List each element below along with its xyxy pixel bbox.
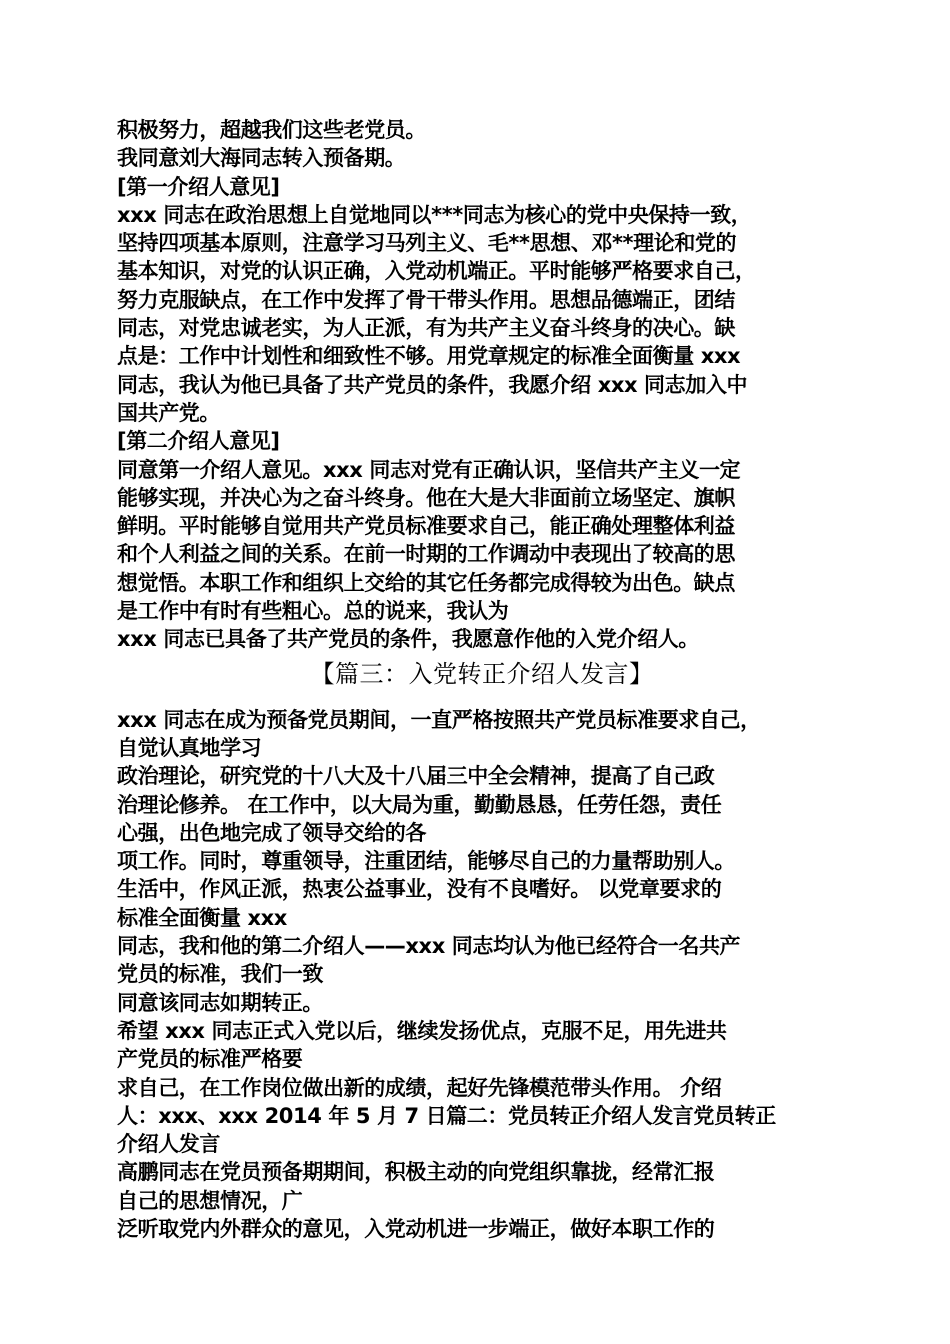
text-line: 同志，我认为他已具备了共产党员的条件，我愿介绍 xxx 同志加入中	[117, 372, 748, 397]
text-line: xxx 同志在政治思想上自觉地同以***同志为核心的党中央保持一致，	[117, 202, 752, 227]
text-line: 同意该同志如期转正。	[117, 990, 323, 1015]
text-block-1	[117, 116, 847, 654]
text-line: 心强，出色地完成了领导交给的各	[117, 820, 426, 845]
text-line: 同意第一介绍人意见。xxx 同志对党有正确认识，坚信共产主义一定	[117, 457, 741, 482]
text-line: 坚持四项基本原则，注意学习马列主义、毛**思想、邓**理论和党的	[117, 231, 737, 256]
text-line: 国共产党。	[117, 400, 220, 425]
text-line: 项工作。同时，尊重领导，注重团结，能够尽自己的力量帮助别人。	[117, 849, 735, 874]
text-line: 介绍人发言	[117, 1132, 220, 1157]
section-heading: 【篇三：入党转正介绍人发言】	[310, 659, 654, 688]
text-line: 自觉认真地学习	[117, 735, 262, 760]
text-line: 治理论修养。 在工作中，以大局为重，勤勤恳恳，任劳任怨，责任	[117, 792, 722, 817]
text-line: 积极努力，超越我们这些老党员。	[117, 118, 426, 142]
text-line: 我同意刘大海同志转入预备期。	[117, 146, 406, 171]
text-line: 人：xxx、xxx 2014 年 5 月 7 日篇二：党员转正介绍人发言党员转正	[117, 1103, 776, 1128]
document-page	[117, 116, 847, 1243]
text-line: xxx 同志已具备了共产党员的条件，我愿意作他的入党介绍人。	[117, 627, 699, 652]
text-line: 政治理论，研究党的十八大及十八届三中全会精神，提高了自己政	[117, 764, 715, 789]
text-line: 努力克服缺点，在工作中发挥了骨干带头作用。思想品德端正，团结	[117, 287, 735, 312]
text-line: xxx 同志在成为预备党员期间，一直严格按照共产党员标准要求自己，	[117, 707, 761, 732]
text-line: 希望 xxx 同志正式入党以后，继续发扬优点，克服不足，用先进共	[117, 1018, 727, 1043]
text-line: 同志，我和他的第二介绍人——xxx 同志均认为他已经符合一名共产	[117, 934, 741, 959]
text-line: 高鹏同志在党员预备期期间，积极主动的向党组织靠拢，经常汇报	[117, 1160, 715, 1185]
text-line: 能够实现，并决心为之奋斗终身。他在大是大非面前立场坚定、旗帜	[117, 485, 735, 510]
text-line: 鲜明。平时能够自觉用共产党员标准要求自己，能正确处理整体利益	[117, 514, 735, 539]
text-line: 是工作中有时有些粗心。总的说来，我认为	[117, 599, 509, 624]
text-line: 求自己，在工作岗位做出新的成绩，起好先锋模范带头作用。 介绍	[117, 1075, 722, 1100]
text-line: 同志，对党忠诚老实，为人正派，有为共产主义奋斗终身的决心。缺	[117, 316, 735, 341]
section-label: [第一介绍人意见]	[117, 174, 280, 199]
text-line: 自己的思想情况，广	[117, 1188, 303, 1213]
text-line: 生活中，作风正派，热衷公益事业，没有不良嗜好。 以党章要求的	[117, 877, 722, 902]
text-line: 和个人利益之间的关系。在前一时期的工作调动中表现出了较高的思	[117, 542, 735, 567]
text-line: 产党员的标准严格要	[117, 1047, 303, 1072]
text-line: 想觉悟。本职工作和组织上交给的其它任务都完成得较为出色。缺点	[117, 570, 735, 595]
section-label: [第二介绍人意见]	[117, 429, 280, 454]
text-line: 泛听取党内外群众的意见，入党动机进一步端正，做好本职工作的	[117, 1216, 715, 1241]
text-line: 基本知识，对党的认识正确，入党动机端正。平时能够严格要求自己，	[117, 259, 756, 284]
text-line: 点是：工作中计划性和细致性不够。用党章规定的标准全面衡量 xxx	[117, 344, 741, 369]
text-line: 标准全面衡量 xxx	[117, 905, 287, 930]
text-line: 党员的标准，我们一致	[117, 962, 323, 987]
text-block-2	[117, 706, 847, 1244]
